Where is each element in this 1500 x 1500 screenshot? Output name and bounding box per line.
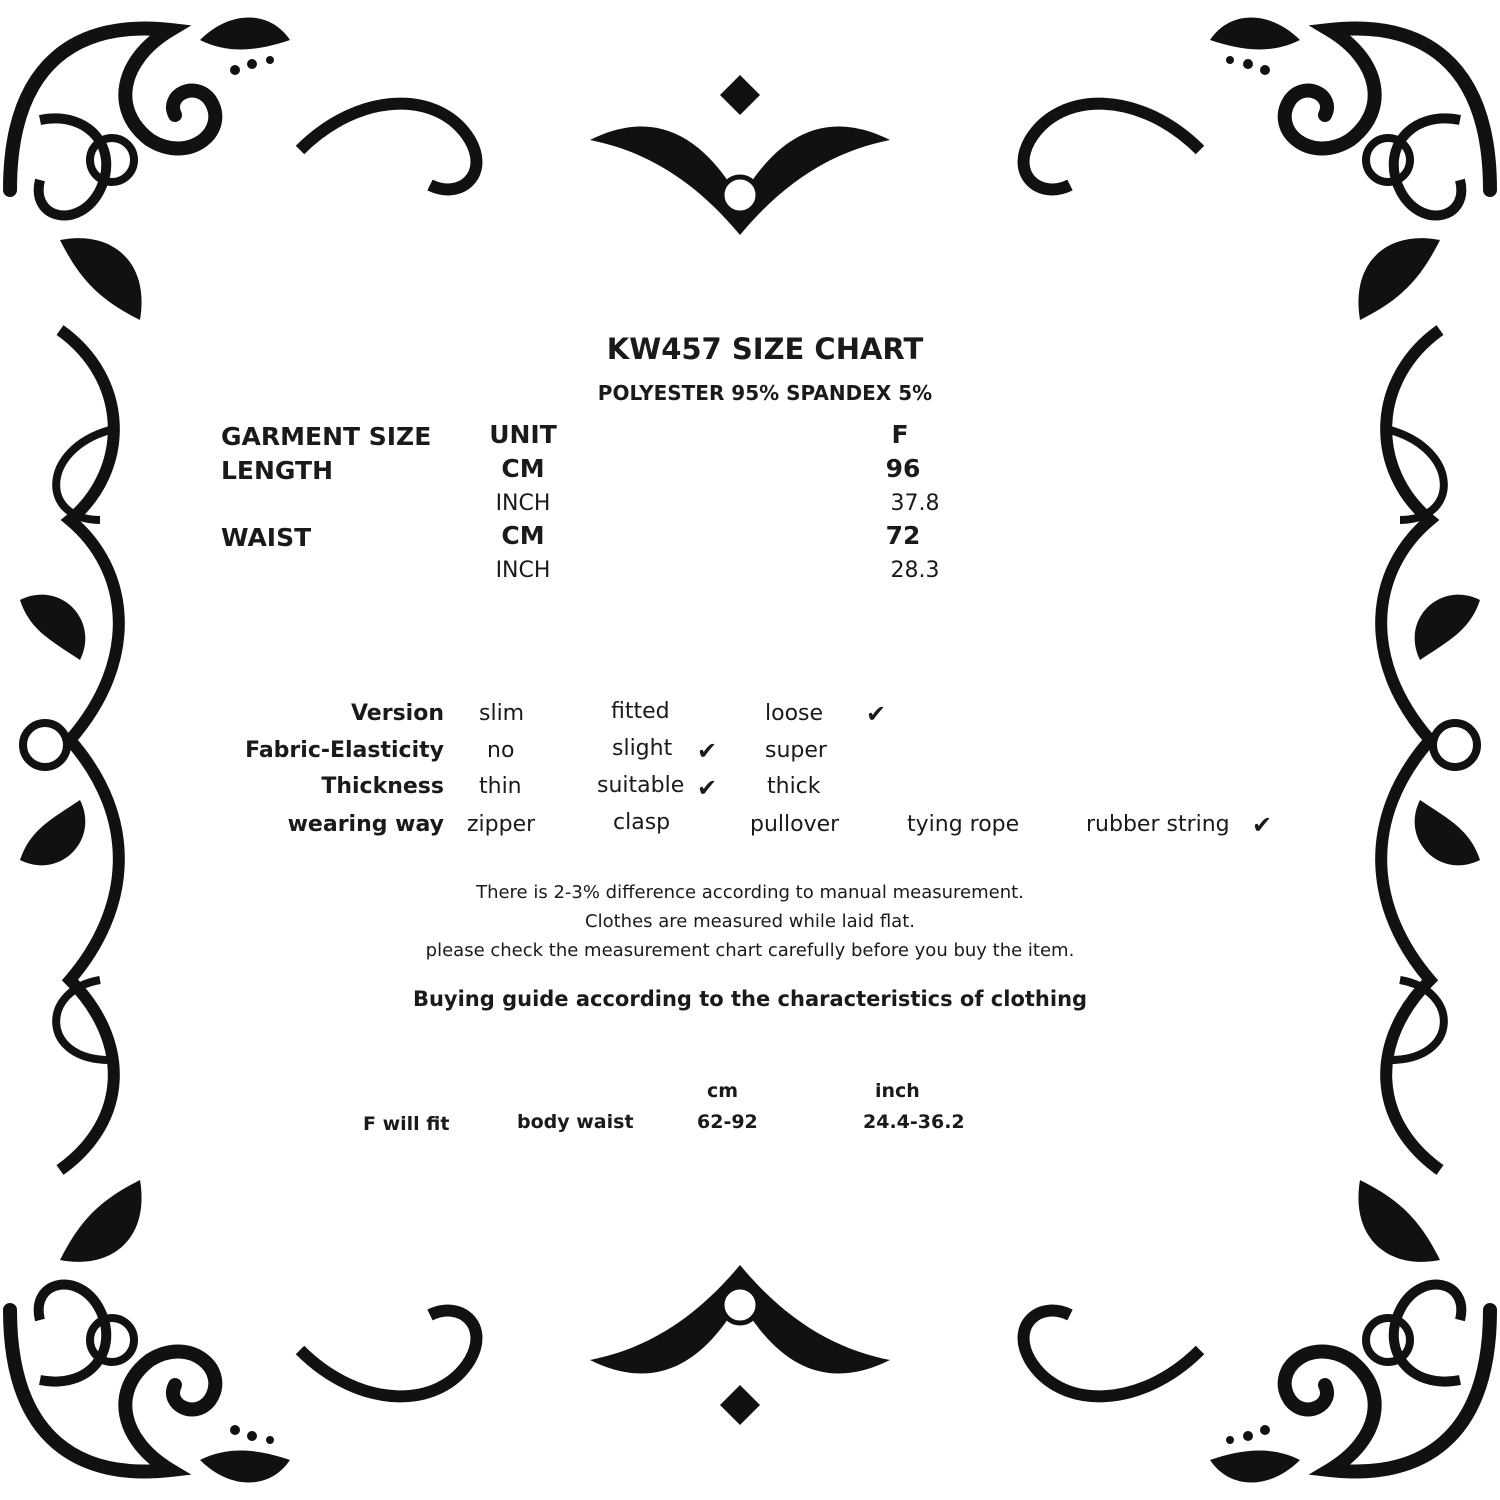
option-thin: thin <box>479 774 522 799</box>
buying-guide-heading: Buying guide according to the characteristics of clothing <box>412 987 1088 1011</box>
garment-size-label: GARMENT SIZE <box>221 422 432 451</box>
row-unit: CM <box>501 454 545 483</box>
option-suitable: suitable <box>597 773 685 798</box>
option-loose: loose <box>765 701 824 726</box>
note-line: please check the measurement chart carefully before you buy the item. <box>425 940 1075 961</box>
guide-inch-value: 24.4-36.2 <box>863 1111 965 1133</box>
option-tying-rope: tying rope <box>907 812 1020 837</box>
size-header: F <box>891 420 909 449</box>
attr-label-thickness: Thickness <box>321 774 444 799</box>
option-zipper: zipper <box>467 812 536 837</box>
check-icon: ✔ <box>697 737 718 765</box>
fabric-composition: POLYESTER 95% SPANDEX 5% <box>597 381 933 405</box>
guide-cm-value: 62-92 <box>697 1111 758 1133</box>
row-unit: CM <box>501 521 545 550</box>
row-unit: INCH <box>495 491 551 516</box>
option-slight: slight <box>612 736 673 761</box>
row-value: 96 <box>885 454 921 483</box>
option-thick: thick <box>767 774 821 799</box>
note-line: There is 2-3% difference according to manual measurement. <box>476 882 1024 903</box>
row-value: 37.8 <box>890 491 940 516</box>
option-no: no <box>487 738 515 763</box>
row-value: 72 <box>885 521 921 550</box>
row-value: 28.3 <box>890 558 940 583</box>
guide-col-inch: inch <box>875 1080 920 1102</box>
row-label-length: LENGTH <box>221 456 333 485</box>
chart-title: KW457 SIZE CHART <box>606 332 924 366</box>
option-clasp: clasp <box>613 810 671 835</box>
attr-label-version: Version <box>350 701 444 726</box>
guide-size: F will fit <box>363 1113 450 1135</box>
check-icon: ✔ <box>697 774 718 802</box>
check-icon: ✔ <box>866 700 887 728</box>
note-line: Clothes are measured while laid flat. <box>585 911 915 932</box>
option-fitted: fitted <box>611 699 670 724</box>
guide-col-cm: cm <box>707 1080 739 1102</box>
guide-measure: body waist <box>517 1111 634 1133</box>
attr-label-wearing-way: wearing way <box>287 812 444 837</box>
option-pullover: pullover <box>750 812 840 837</box>
option-slim: slim <box>479 701 525 726</box>
option-rubber-string: rubber string <box>1086 812 1230 837</box>
check-icon: ✔ <box>1252 811 1273 839</box>
row-label-waist: WAIST <box>221 523 312 552</box>
row-unit: INCH <box>495 558 551 583</box>
unit-header: UNIT <box>489 420 557 449</box>
option-super: super <box>765 738 827 763</box>
attr-label-elasticity: Fabric-Elasticity <box>245 738 444 763</box>
